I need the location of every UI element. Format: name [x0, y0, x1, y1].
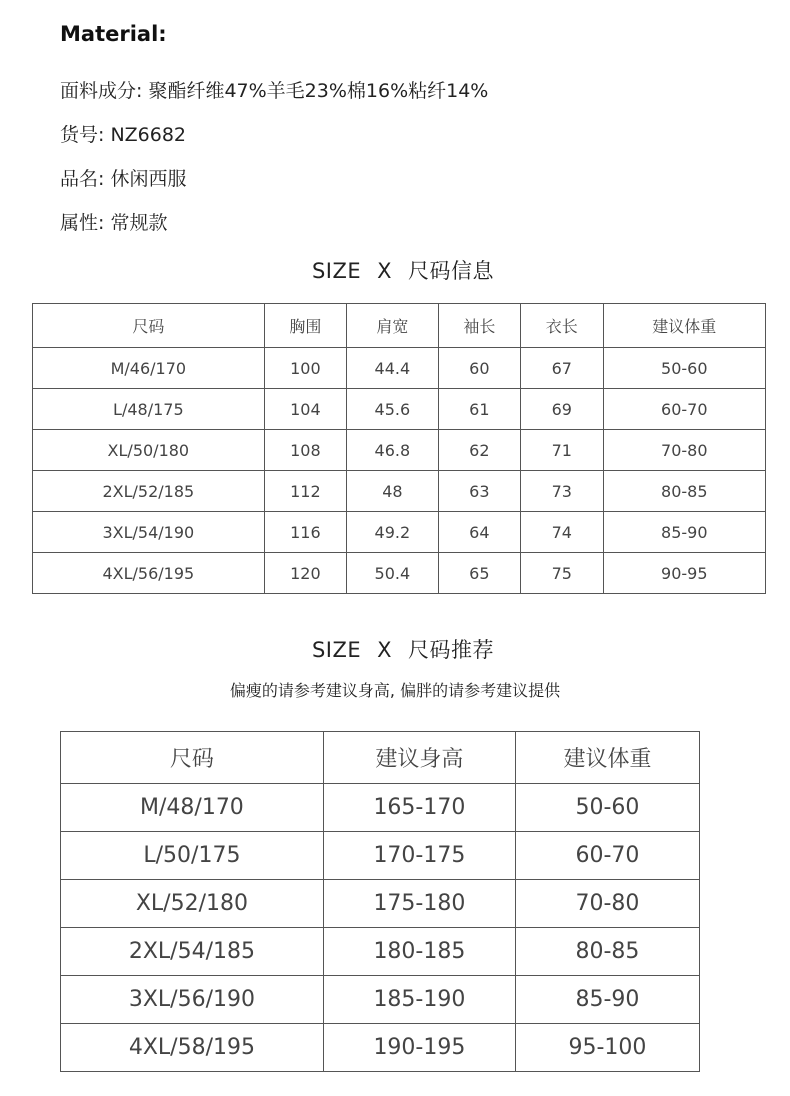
header-size: 尺码	[61, 732, 324, 784]
table-cell: 100	[264, 348, 346, 389]
size-info-header-row	[33, 304, 766, 348]
fabric-composition: 面料成分: 聚酯纤维47%羊毛23%棉16%粘纤14%	[60, 80, 489, 102]
table-cell: 49.2	[347, 512, 438, 553]
header-length: 衣长	[521, 304, 603, 348]
table-cell: 95-100	[515, 1024, 699, 1072]
table-cell: 116	[264, 512, 346, 553]
size-info-title-size: SIZE	[311, 259, 362, 283]
table-cell: 180-185	[323, 928, 515, 976]
table-row	[33, 512, 766, 553]
table-cell: 175-180	[323, 880, 515, 928]
table-cell: 60-70	[603, 389, 765, 430]
table-cell: 70-80	[515, 880, 699, 928]
table-cell: 104	[264, 389, 346, 430]
size-rec-note: 偏瘦的请参考建议身高, 偏胖的请参考建议提供	[229, 681, 561, 700]
table-row	[61, 880, 700, 928]
table-cell: 48	[347, 471, 438, 512]
table-row	[61, 832, 700, 880]
size-rec-table	[60, 731, 700, 1072]
table-cell: 120	[264, 553, 346, 594]
table-cell: 2XL/54/185	[61, 928, 324, 976]
table-cell: 85-90	[603, 512, 765, 553]
table-cell: XL/52/180	[61, 880, 324, 928]
table-cell: 65	[438, 553, 520, 594]
product-attribute: 属性: 常规款	[60, 212, 168, 234]
table-cell: 67	[521, 348, 603, 389]
table-cell: 63	[438, 471, 520, 512]
header-weight: 建议体重	[515, 732, 699, 784]
table-cell: 70-80	[603, 430, 765, 471]
table-cell: 190-195	[323, 1024, 515, 1072]
table-cell: 4XL/58/195	[61, 1024, 324, 1072]
header-height: 建议身高	[323, 732, 515, 784]
header-shoulder: 肩宽	[347, 304, 438, 348]
table-cell: 44.4	[347, 348, 438, 389]
table-cell: 60-70	[515, 832, 699, 880]
table-row	[33, 348, 766, 389]
table-cell: L/48/175	[33, 389, 265, 430]
table-cell: 80-85	[515, 928, 699, 976]
table-cell: 3XL/54/190	[33, 512, 265, 553]
header-chest: 胸围	[264, 304, 346, 348]
header-size: 尺码	[33, 304, 265, 348]
table-cell: 90-95	[603, 553, 765, 594]
table-cell: 50-60	[515, 784, 699, 832]
table-row	[33, 553, 766, 594]
table-row	[33, 471, 766, 512]
table-cell: 60	[438, 348, 520, 389]
size-rec-title	[0, 634, 790, 664]
table-cell: 165-170	[323, 784, 515, 832]
header-weight: 建议体重	[603, 304, 765, 348]
table-cell: 45.6	[347, 389, 438, 430]
table-row	[33, 389, 766, 430]
table-cell: 74	[521, 512, 603, 553]
table-cell: 112	[264, 471, 346, 512]
item-number: 货号: NZ6682	[60, 124, 187, 146]
table-cell: 4XL/56/195	[33, 553, 265, 594]
table-cell: 2XL/52/185	[33, 471, 265, 512]
table-cell: 50-60	[603, 348, 765, 389]
table-cell: 170-175	[323, 832, 515, 880]
table-cell: 64	[438, 512, 520, 553]
size-rec-header-row	[61, 732, 700, 784]
size-rec-title-x: X	[377, 638, 393, 662]
table-cell: 185-190	[323, 976, 515, 1024]
table-cell: 46.8	[347, 430, 438, 471]
table-cell: 73	[521, 471, 603, 512]
material-heading: Material:	[60, 22, 167, 46]
table-cell: 50.4	[347, 553, 438, 594]
table-cell: M/46/170	[33, 348, 265, 389]
size-info-title-x: X	[377, 259, 393, 283]
table-cell: 69	[521, 389, 603, 430]
table-row	[33, 430, 766, 471]
table-cell: M/48/170	[61, 784, 324, 832]
table-cell: 61	[438, 389, 520, 430]
table-cell: 75	[521, 553, 603, 594]
size-info-title-cn: 尺码信息	[408, 259, 495, 283]
table-cell: 80-85	[603, 471, 765, 512]
table-cell: XL/50/180	[33, 430, 265, 471]
table-cell: 62	[438, 430, 520, 471]
header-sleeve: 袖长	[438, 304, 520, 348]
table-cell: 3XL/56/190	[61, 976, 324, 1024]
table-cell: L/50/175	[61, 832, 324, 880]
table-cell: 85-90	[515, 976, 699, 1024]
size-info-table	[32, 303, 766, 594]
product-name: 品名: 休闲西服	[60, 168, 187, 190]
table-row	[61, 976, 700, 1024]
size-rec-title-size: SIZE	[311, 638, 362, 662]
size-rec-title-cn: 尺码推荐	[408, 638, 495, 662]
table-row	[61, 1024, 700, 1072]
table-cell: 71	[521, 430, 603, 471]
size-info-title	[0, 255, 790, 285]
table-row	[61, 928, 700, 976]
table-row	[61, 784, 700, 832]
table-cell: 108	[264, 430, 346, 471]
